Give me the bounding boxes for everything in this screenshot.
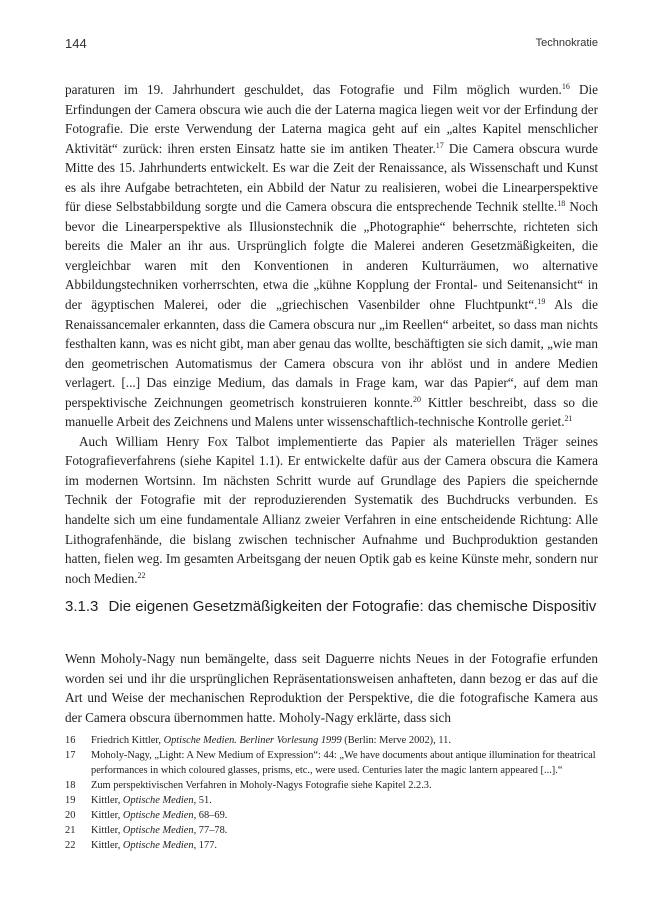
footnote-number: 19: [65, 795, 76, 806]
footnote-number: 21: [65, 825, 76, 836]
footnote-text: [91, 838, 598, 853]
footnote: [65, 778, 598, 793]
text-run: , 51.: [193, 795, 212, 806]
text-run: Kittler,: [91, 825, 123, 836]
footnote-text: [91, 748, 598, 778]
italic-title: Optische Medien: [122, 825, 194, 836]
section-title: Die eigenen Gesetzmäßigkeiten der Fotografie: das chemische Dispositiv: [108, 598, 597, 615]
footnote-text: [91, 793, 598, 808]
footnote-text: [91, 823, 598, 838]
footnote-text: [91, 733, 598, 748]
footnote: [65, 823, 598, 838]
footnote-reference: 18: [557, 199, 566, 209]
footnote-reference: 17: [435, 140, 444, 150]
text-run: , 68–69.: [193, 810, 228, 821]
footnote-text: [91, 808, 598, 823]
footnote-number: 17: [65, 750, 76, 761]
text-run: paraturen im 19. Jahrhundert geschuldet, das Fotografie und Film möglich wurden.: [65, 82, 562, 97]
text-run: (Berlin: Merve 2002), 11.: [341, 735, 451, 746]
text-run: Noch bevor die Linearperspektive als Illusionstechnik die „Photographie“ beherrschte, richteten sich bereits die Maler an ihr aus. Ursprünglich folgte die Malerei anderen Gesetzmäßigkeiten, die vergleichbar waren mit den Konventionen in anderen Kulturräumen, wo alternative Abbildungstechniken vorherrschten, etwa die „kühne Kopplung der Frontal- und Seitenansicht“ in der ägyptischen Malerei, oder die „griechischen Vasenbilder ohne Fluchtpunkt“.: [65, 199, 598, 313]
footnote: [65, 748, 598, 778]
section-heading: [65, 598, 605, 615]
running-title: Technokratie: [535, 37, 598, 49]
footnote-text: [91, 778, 598, 793]
page-header: [65, 36, 598, 54]
italic-title: Optische Medien: [122, 810, 194, 821]
text-run: Friedrich Kittler,: [91, 735, 164, 746]
paragraph: [65, 432, 598, 588]
footnote-number: 22: [65, 840, 76, 851]
italic-title: Optische Medien. Berliner Vorlesung 1999: [163, 735, 342, 746]
footnotes: [65, 733, 598, 853]
paragraph: [65, 80, 598, 432]
footnote-number: 16: [65, 735, 76, 746]
section-number: 3.1.3: [65, 598, 99, 615]
footnote-reference: 19: [537, 297, 546, 307]
text-run: Die Camera obscura wurde Mitte des 15. Jahrhunderts entwickelt. Es war die Zeit der Renaissance, als Wissenschaft und Kunst es als ihre Aufgabe betrachteten, ein Abbild der Natur zu realisieren, wobei die Linearperspektive für diese Selbstabbildung sorgte und die Camera obscura die entsprechende Technik stellte.: [65, 140, 598, 215]
italic-title: Optische Medien: [122, 795, 194, 806]
text-run: , 77–78.: [193, 825, 228, 836]
footnote-reference: 21: [564, 414, 573, 424]
text-run: Zum perspektivischen Verfahren in Moholy-Nagys Fotografie siehe Kapitel 2.2.3.: [91, 780, 432, 791]
text-run: Als die Renaissancemaler erkannten, dass die Camera obscura nur „im Reellen“ arbeitet, so dass man nichts festhalten kann, was es nicht gibt, man aber genau das wollte, beschäftigten sie sich damit, „wie man den geometrischen Automatismus der Camera obscura von ihr ablöst und in andere Medien verlagert. [...] Das einzige Medium, das damals in Frage kam, war das Papier“, auf dem man perspektivische Zeichnungen geometrisch konstruieren konnte.: [65, 297, 598, 410]
text-run: Die Erfindungen der Camera obscura wie auch die der Laterna magica liegen weit vor der Erfindung der Fotografie. Die erste Verwendung der Laterna magica geht auf ein „altes Kapitel menschlicher Aktivität“ zurück: ihren ersten Einsatz hatte sie im antiken Theater.: [65, 82, 598, 156]
text-run: Kittler beschreibt, dass so die manuelle Arbeit des Zeichnens und Malens unter wissenschaftlich-technische Kontrolle geriet.: [65, 394, 598, 430]
page-number: 144: [65, 36, 87, 51]
footnote-reference: 20: [413, 394, 422, 404]
footnote: [65, 808, 598, 823]
footnote-number: 20: [65, 810, 76, 821]
footnote: [65, 733, 598, 748]
footnote-reference: 22: [137, 570, 146, 580]
footnote-reference: 16: [561, 82, 570, 91]
text-run: Kittler,: [91, 840, 123, 851]
body-text: [65, 80, 598, 588]
text-run: Auch William Henry Fox Talbot implementierte das Papier als materiellen Träger seines Fotografieverfahrens (siehe Kapitel 1.1). Er entwickelte dafür aus der Camera obscura die Kamera im modernen Wortsinn. Im nächsten Schritt wurde auf Grundlage des Papiers die speichernde Technik der Fotografie mit der reproduzierenden Systematik des Buchdrucks verbunden. Es handelte sich um eine fundamentale Allianz zweier Verfahren in eine entscheidende Richtung: Alle Lithografenhände, die bislang zwischen technischer Aufnahme und Buchproduktion gestanden hatten, fielen weg. Im gesamten Arbeitsgang der neuen Optik gab es keine Künste mehr, sondern nur noch Medien.: [65, 433, 598, 586]
footnote-number: 18: [65, 780, 76, 791]
footnote: [65, 838, 598, 853]
italic-title: Optische Medien: [122, 840, 194, 851]
text-run: Kittler,: [91, 795, 123, 806]
text-run: Kittler,: [91, 810, 123, 821]
footnote: [65, 793, 598, 808]
text-run: , 177.: [193, 840, 217, 851]
section-paragraph: Wenn Moholy-Nagy nun bemängelte, dass seit Daguerre nichts Neues in der Fotografie erfunden worden sei und ihr die ursprünglichen Repräsentationsweisen anhafteten, dann bezog er das auf die Art und Weise der mechanischen Reproduktion der Perspektive, die die fotografische Kamera aus der Camera obscura übernommen hatte. Moholy-Nagy erklärte, dass sich: [65, 651, 598, 725]
text-run: Moholy-Nagy, „Light: A New Medium of Expression“: 44: „We have documents about antique illumination for theatrical performances in which coloured glasses, prisms, etc., were used. Centuries later the magic lantern appeared [...].“: [91, 750, 596, 776]
